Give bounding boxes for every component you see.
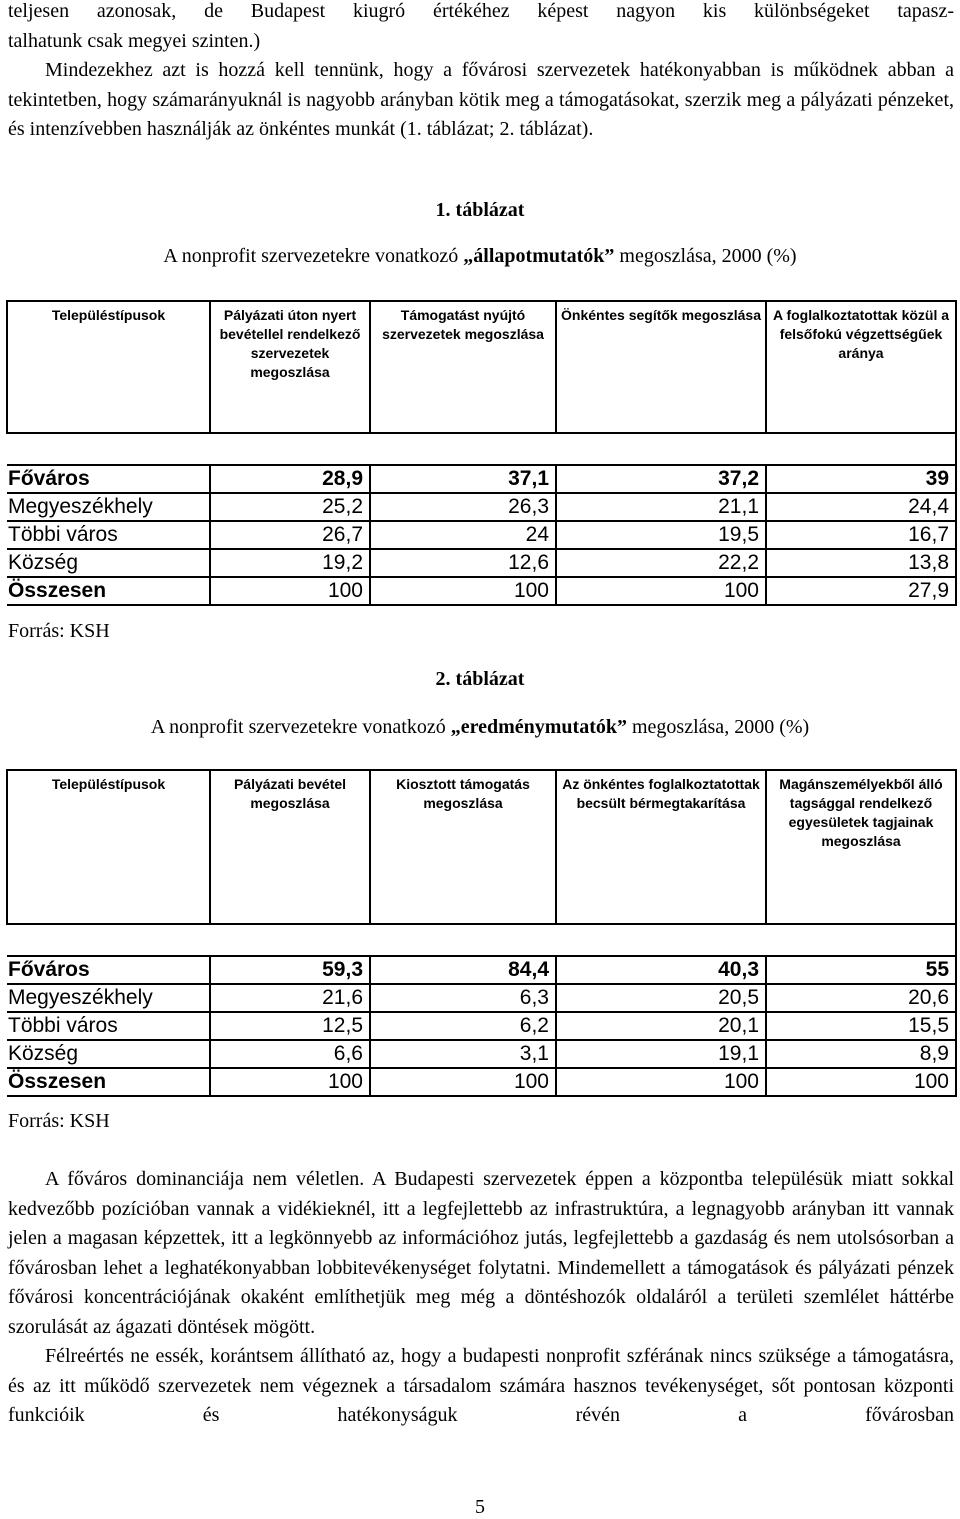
table1-number: 1. táblázat — [435, 199, 525, 221]
body-paragraph-1: A főváros dominanciája nem véletlen. A Budapesti szervezetek éppen a központba településük miatt sokkal kedvezőbb pozícióban vannak a vidékieknél, itt a legfejlettebb az infrastruktúra, a legnagyobb arányban itt vannak jelen a magasan képzettek, itt a legkönnyebb az információhoz jutás, legfejlettebb a gazdaság és nem utolsósorban a fővárosban lehet a leghatékonyabban lobbitevékenységet folytatni. Mindemellett a támogatások és pályázati pénzek fővárosi koncentrációjának okaként említhetjük meg még a döntéshozók oldaláról a területi szemlélet háttérbe szorulását az ágazati döntések mögött. — [8, 1168, 954, 1338]
table-row: Főváros 28,9 37,1 37,2 39 — [7, 465, 956, 493]
table2-title: A nonprofit szervezetekre vonatkozó „eredménymutatók” megoszlása, 2000 (%) — [150, 716, 810, 738]
body-paragraph-2: Félreértés ne essék, korántsem állítható az, hogy a budapesti nonprofit szférának nincs szüksége a támogatásra, és az itt működő szervezetek nem végeznek a társadalom számára hasznos tevékenységet, sőt pontosan központi funkcióik és hatékonyságuk révén a fővárosban — [8, 1345, 954, 1426]
table-row: Község 19,2 12,6 22,2 13,8 — [7, 549, 956, 577]
table1-source: Forrás: KSH — [8, 620, 110, 642]
table1-header: A foglalkoztatottak közül a felsőfokú végzettségűek aránya — [766, 301, 956, 433]
table-row: Község 6,6 3,1 19,1 8,9 — [7, 1040, 956, 1068]
table2-header: Pályázati bevétel megoszlása — [210, 770, 370, 924]
table1 — [6, 300, 957, 606]
intro-line-1: teljesen azonosak, de Budapest kiugró értékéhez képest nagyon kis különbségeket tapasz- — [8, 0, 954, 22]
table-row: Megyeszékhely 25,2 26,3 21,1 24,4 — [7, 493, 956, 521]
table2-header: Kiosztott támogatás megoszlása — [370, 770, 556, 924]
table-row: Főváros 59,3 84,4 40,3 55 — [7, 956, 956, 984]
table1-title: A nonprofit szervezetekre vonatkozó „állapotmutatók” megoszlása, 2000 (%) — [163, 245, 797, 267]
table2-header-row — [7, 770, 956, 924]
table2-header: Magánszemélyekből álló tagsággal rendelkező egyesületek tagjainak megoszlása — [766, 770, 956, 924]
table2-header: Településtípusok — [7, 770, 210, 924]
table-row: Megyeszékhely 21,6 6,3 20,5 20,6 — [7, 984, 956, 1012]
intro-line-2: talhatunk csak megyei szinten.) — [8, 29, 261, 52]
intro-paragraph: Mindezekhez azt is hozzá kell tennünk, hogy a fővárosi szervezetek hatékonyabban is működnek abban a tekintetben, hogy számarányuknál is nagyobb arányban kötik meg a támogatásokat, szerzik meg a pályázati pénzeket, és intenzívebben használják az önkéntes munkát (1. táblázat; 2. táblázat). — [8, 59, 954, 140]
table2-source: Forrás: KSH — [8, 1110, 110, 1132]
table1-header: Pályázati úton nyert bevétellel rendelkező szervezetek megoszlása — [210, 301, 370, 433]
table2-number: 2. táblázat — [435, 668, 525, 690]
table2-spacer-row — [7, 924, 956, 956]
table1-header: Településtípusok — [7, 301, 210, 433]
table-row: Többi város 26,7 24 19,5 16,7 — [7, 521, 956, 549]
body-text — [8, 1165, 954, 1431]
table-row: Összesen 100 100 100 100 — [7, 1068, 956, 1096]
page-number: 5 — [475, 1496, 485, 1518]
table1-header-row — [7, 301, 956, 433]
table1-spacer-row — [7, 433, 956, 465]
table2 — [6, 769, 957, 1097]
table1-header: Támogatást nyújtó szervezetek megoszlása — [370, 301, 556, 433]
intro-text — [8, 0, 954, 145]
table1-header: Önkéntes segítők megoszlása — [556, 301, 766, 433]
table-row: Többi város 12,5 6,2 20,1 15,5 — [7, 1012, 956, 1040]
table-row: Összesen 100 100 100 27,9 — [7, 577, 956, 605]
table2-header: Az önkéntes foglalkoztatottak becsült bérmegtakarítása — [556, 770, 766, 924]
